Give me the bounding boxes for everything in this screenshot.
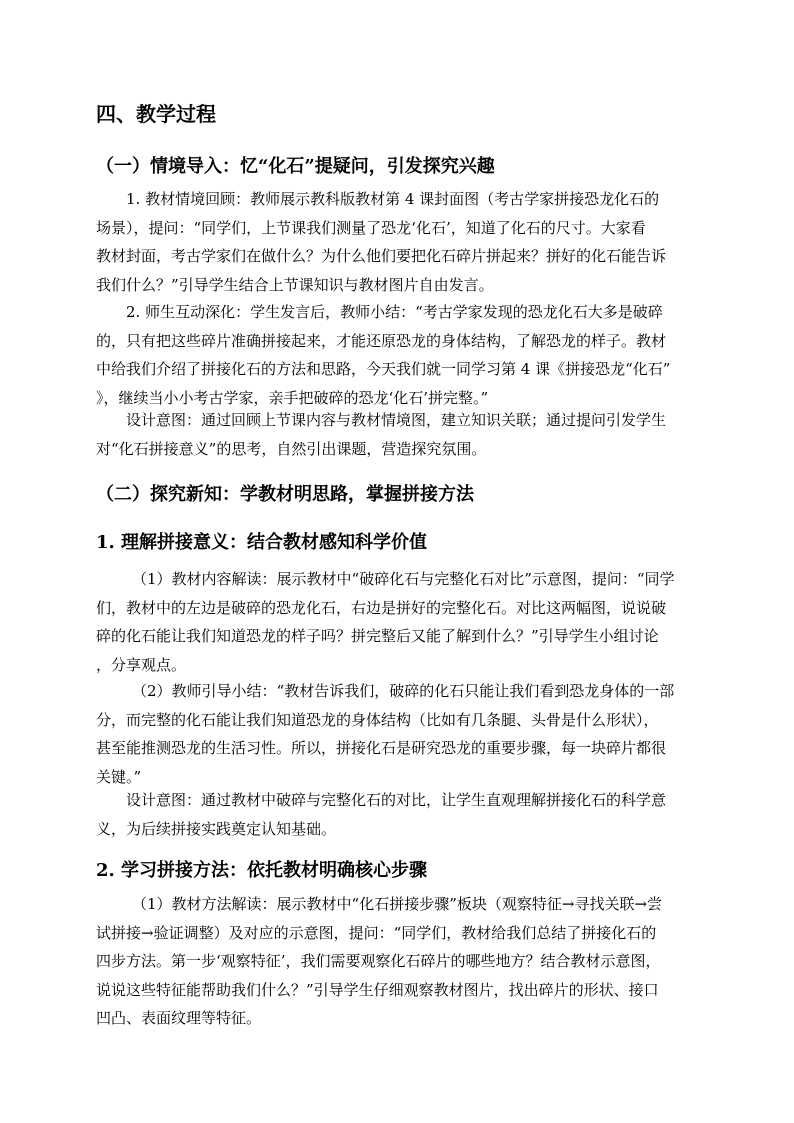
section-title: 四、教学过程 [96, 102, 216, 126]
sub1-paragraph-2 [96, 677, 703, 791]
text-line: （2）教师引导小结：“教材告诉我们，破碎的化石只能让我们看到恐龙身体的一部 [132, 682, 675, 700]
sub2-heading: 2. 学习拼接方法：依托教材明确核心步骤 [96, 860, 428, 881]
text-line: 》，继续当小小考古学家，亲手把破碎的恐龙‘化石’拼完整。” [96, 388, 489, 407]
sub1-heading: 1. 理解拼接意义：结合教材感知科学价值 [96, 532, 428, 553]
sub2-paragraph-1 [96, 890, 703, 1033]
part1-heading: （一）情境导入：忆“化石”提疑问，引发探究兴趣 [96, 156, 495, 177]
text-line: 2. 师生互动深化：学生发言后，教师小结：“考古学家发现的恐龙化石大多是破碎 [126, 303, 663, 321]
text-line: 碎的化石能让我们知道恐龙的样子吗？拼完整后又能了解到什么？”引导学生小组讨论 [96, 627, 659, 645]
part2-heading: （二）探究新知：学教材明思路，掌握拼接方法 [96, 484, 474, 505]
text-line: （1）教材内容解读：展示教材中“破碎化石与完整化石对比”示意图，提问：“同学 [132, 570, 675, 588]
text-line: 1. 教材情境回顾：教师展示教科版教材第 4 课封面图（考古学家拼接恐龙化石的 [126, 190, 660, 208]
sub1-paragraph-1 [96, 565, 703, 679]
text-line: 们，教材中的左边是破碎的恐龙化石，右边是拼好的完整化石。对比这两幅图，说说破 [96, 598, 667, 617]
text-line: ，分享观点。 [96, 655, 187, 674]
text-line: 对“化石拼接意义”的思考，自然引出课题，营造探究氛围。 [96, 439, 487, 458]
text-line: 凹凸、表面纹理等特征。 [96, 1009, 262, 1027]
text-line: 的，只有把这些碎片准确拼接起来，才能还原恐龙的身体结构，了解恐龙的样子。教材 [96, 331, 667, 350]
text-line: 义，为后续拼接实践奠定认知基础。 [96, 819, 337, 838]
text-line: 设计意图：通过教材中破碎与完整化石的对比，让学生直观理解拼接化石的科学意 [126, 791, 667, 809]
text-line: 试拼接→验证调整）及对应的示意图，提问：“同学们，教材给我们总结了拼接化石的 [96, 923, 657, 942]
text-line: 说说这些特征能帮助我们什么？”引导学生仔细观察教材图片，找出碎片的形状、接口 [96, 980, 659, 999]
text-line: 四步方法。第一步‘观察特征’，我们需要观察化石碎片的哪些地方？结合教材示意图， [96, 952, 661, 970]
text-line: 教材封面，考古学家们在做什么？为什么他们要把化石碎片拼起来？拼好的化石能告诉 [96, 247, 667, 265]
text-line: （1）教材方法解读：展示教材中“化石拼接步骤”板块（观察特征→寻找关联→尝 [132, 895, 663, 913]
text-line: 场景），提问：“同学们，上节课我们测量了恐龙‘化石’，知道了化石的尺寸。大家看 [96, 218, 646, 237]
text-line: 中给我们介绍了拼接化石的方法和思路，今天我们就一同学习第 4 课《拼接恐龙“化石” [96, 360, 671, 378]
part1-design-intent [96, 406, 703, 463]
text-line: 我们什么？”引导学生结合上节课知识与教材图片自由发言。 [96, 275, 494, 294]
text-line: 分，而完整的化石能让我们知道恐龙的身体结构（比如有几条腿、头骨是什么形状）， [96, 710, 659, 729]
sub1-design-intent [96, 786, 703, 843]
part1-paragraph-1 [96, 185, 703, 299]
text-line: 甚至能推测恐龙的生活习性。所以，拼接化石是研究恐龙的重要步骤，每一块碎片都很 [96, 739, 667, 757]
text-line: 关键。” [96, 767, 142, 786]
text-line: 设计意图：通过回顾上节课内容与教材情境图，建立知识关联；通过提问引发学生 [126, 411, 667, 429]
part1-paragraph-2 [96, 298, 703, 412]
